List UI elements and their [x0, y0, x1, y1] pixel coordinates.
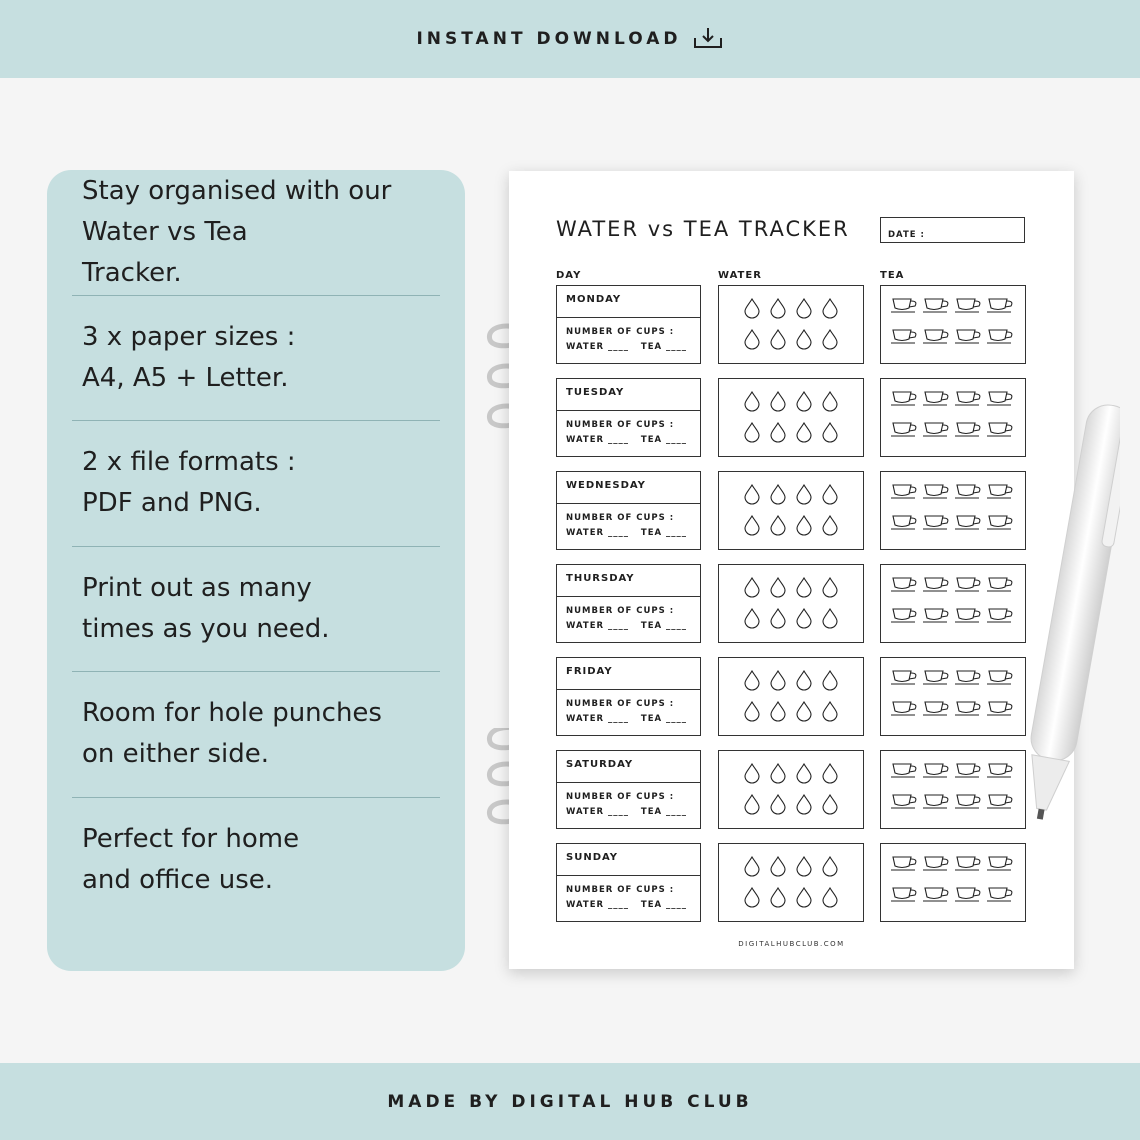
water-drop-icon[interactable]: [771, 795, 785, 814]
water-drop-icon[interactable]: [797, 516, 811, 535]
pen-image: [1005, 390, 1120, 830]
teacup-icon: [987, 857, 1012, 870]
banner-text: INSTANT DOWNLOAD: [416, 29, 682, 49]
teacup-icon: [955, 888, 980, 901]
water-drop-icon[interactable]: [771, 330, 785, 349]
teacup-icon: [891, 671, 916, 684]
column-header-water: WATER: [718, 270, 762, 281]
teacup-icon: [923, 578, 948, 591]
teacup-icon: [987, 888, 1012, 901]
day-name: MONDAY: [557, 286, 700, 318]
water-drop-icon[interactable]: [771, 392, 785, 411]
water-drop-icon[interactable]: [797, 671, 811, 690]
water-drop-icon[interactable]: [771, 485, 785, 504]
water-drop-icon[interactable]: [823, 485, 837, 504]
water-drop-icon[interactable]: [745, 609, 759, 628]
cups-count-line[interactable]: WATER ____ TEA ____: [566, 528, 688, 538]
water-drop-icon[interactable]: [745, 516, 759, 535]
teacup-icon: [955, 330, 980, 343]
teacup-icon: [891, 330, 916, 343]
teacup-icon: [891, 485, 916, 498]
teacup-icon: [891, 516, 916, 529]
water-drop-icon[interactable]: [771, 702, 785, 721]
feature-item: [72, 170, 440, 296]
feature-item: [72, 421, 440, 547]
water-drop-icon[interactable]: [771, 516, 785, 535]
cups-count-line[interactable]: WATER ____ TEA ____: [566, 435, 688, 445]
water-drop-icon[interactable]: [823, 888, 837, 907]
teacup-icon: [923, 857, 948, 870]
water-drop-icon[interactable]: [771, 609, 785, 628]
water-drop-icon[interactable]: [823, 702, 837, 721]
teacup-icon: [923, 392, 948, 405]
teacup-icon: [955, 857, 980, 870]
teacup-icon: [891, 609, 916, 622]
teacup-icon: [955, 764, 980, 777]
water-drop-icon[interactable]: [797, 299, 811, 318]
water-drop-icon[interactable]: [745, 423, 759, 442]
day-name: TUESDAY: [557, 379, 700, 411]
water-drop-icon[interactable]: [745, 671, 759, 690]
teacup-icon: [891, 423, 916, 436]
teacup-icon: [923, 609, 948, 622]
water-drop-icon[interactable]: [823, 516, 837, 535]
features-panel: [47, 170, 465, 971]
teacup-icon: [955, 671, 980, 684]
day-name: THURSDAY: [557, 565, 700, 597]
water-box: [718, 657, 864, 736]
teacup-icon: [987, 330, 1012, 343]
teacup-icon: [923, 299, 948, 312]
teacup-icon: [891, 857, 916, 870]
day-name: SATURDAY: [557, 751, 700, 783]
tea-box: [880, 285, 1026, 364]
cups-label: NUMBER OF CUPS :: [566, 420, 675, 430]
day-name: WEDNESDAY: [557, 472, 700, 504]
tracker-sheet: [509, 171, 1074, 969]
water-drop-icon[interactable]: [745, 392, 759, 411]
teacup-icon: [891, 299, 916, 312]
water-drop-icon[interactable]: [797, 857, 811, 876]
teacup-icon: [923, 702, 948, 715]
water-drop-icon[interactable]: [823, 392, 837, 411]
water-drop-icon[interactable]: [797, 330, 811, 349]
cups-count-line[interactable]: WATER ____ TEA ____: [566, 342, 688, 352]
day-box: [556, 657, 701, 736]
feature-text: Room for hole punches on either side.: [82, 698, 382, 770]
tea-box: [880, 843, 1026, 922]
water-box: [718, 750, 864, 829]
teacup-icon: [891, 764, 916, 777]
water-drop-icon[interactable]: [797, 795, 811, 814]
column-header-day: DAY: [556, 270, 582, 281]
cups-count-line[interactable]: WATER ____ TEA ____: [566, 714, 688, 724]
water-drop-icon[interactable]: [745, 764, 759, 783]
feature-item: [72, 672, 440, 798]
teacup-icon: [955, 516, 980, 529]
water-drop-icon[interactable]: [823, 609, 837, 628]
teacup-icon: [923, 795, 948, 808]
teacup-icon: [923, 888, 948, 901]
water-drop-icon[interactable]: [797, 392, 811, 411]
cups-label: NUMBER OF CUPS :: [566, 885, 675, 895]
footer-text: MADE BY DIGITAL HUB CLUB: [387, 1091, 753, 1112]
day-name: FRIDAY: [557, 658, 700, 690]
water-drop-icon[interactable]: [823, 764, 837, 783]
cups-label: NUMBER OF CUPS :: [566, 792, 675, 802]
water-drop-icon[interactable]: [745, 857, 759, 876]
water-drop-icon[interactable]: [771, 423, 785, 442]
water-drop-icon[interactable]: [823, 671, 837, 690]
day-box: [556, 564, 701, 643]
teacup-icon: [923, 330, 948, 343]
water-drop-icon[interactable]: [771, 764, 785, 783]
bottom-banner: [0, 1063, 1140, 1140]
tracker-title: WATER vs TEA TRACKER: [556, 217, 850, 241]
day-box: [556, 378, 701, 457]
cups-count-line[interactable]: WATER ____ TEA ____: [566, 807, 688, 817]
water-drop-icon[interactable]: [771, 671, 785, 690]
teacup-icon: [923, 671, 948, 684]
water-drop-icon[interactable]: [745, 888, 759, 907]
water-drop-icon[interactable]: [797, 609, 811, 628]
water-drop-icon[interactable]: [745, 485, 759, 504]
feature-text: Print out as many times as you need.: [82, 572, 330, 644]
teacup-icon: [987, 299, 1012, 312]
date-label: DATE :: [888, 230, 925, 240]
column-header-tea: TEA: [880, 270, 905, 281]
water-drop-icon[interactable]: [745, 795, 759, 814]
water-drop-icon[interactable]: [823, 578, 837, 597]
teacup-icon: [955, 795, 980, 808]
teacup-icon: [955, 609, 980, 622]
water-drop-icon[interactable]: [823, 423, 837, 442]
teacup-icon: [923, 516, 948, 529]
water-drop-icon[interactable]: [823, 299, 837, 318]
water-drop-icon[interactable]: [771, 578, 785, 597]
water-box: [718, 378, 864, 457]
cups-label: NUMBER OF CUPS :: [566, 513, 675, 523]
teacup-icon: [891, 578, 916, 591]
water-box: [718, 285, 864, 364]
water-drop-icon[interactable]: [797, 888, 811, 907]
teacup-icon: [955, 299, 980, 312]
cups-label: NUMBER OF CUPS :: [566, 606, 675, 616]
water-box: [718, 843, 864, 922]
date-field[interactable]: [880, 217, 1025, 243]
download-icon: [692, 26, 724, 52]
day-box: [556, 285, 701, 364]
cups-count-line[interactable]: WATER ____ TEA ____: [566, 621, 688, 631]
day-box: [556, 471, 701, 550]
teacup-icon: [891, 702, 916, 715]
teacup-icon: [923, 485, 948, 498]
feature-text: 2 x file formats : PDF and PNG.: [82, 447, 296, 519]
water-drop-icon[interactable]: [771, 299, 785, 318]
cups-label: NUMBER OF CUPS :: [566, 699, 675, 709]
teacup-icon: [923, 764, 948, 777]
teacup-icon: [923, 423, 948, 436]
teacup-icon: [955, 392, 980, 405]
feature-text: 3 x paper sizes : A4, A5 + Letter.: [82, 321, 296, 393]
feature-item: [72, 296, 440, 422]
feature-item: [72, 798, 440, 924]
teacup-icon: [955, 423, 980, 436]
cups-label: NUMBER OF CUPS :: [566, 327, 675, 337]
water-drop-icon[interactable]: [823, 795, 837, 814]
water-drop-icon[interactable]: [745, 299, 759, 318]
top-banner: [0, 0, 1140, 78]
cups-count-line[interactable]: WATER ____ TEA ____: [566, 900, 688, 910]
teacup-icon: [955, 485, 980, 498]
teacup-icon: [955, 702, 980, 715]
water-drop-icon[interactable]: [771, 857, 785, 876]
water-drop-icon[interactable]: [771, 888, 785, 907]
water-drop-icon[interactable]: [823, 330, 837, 349]
teacup-icon: [891, 795, 916, 808]
teacup-icon: [891, 392, 916, 405]
water-drop-icon[interactable]: [745, 330, 759, 349]
water-drop-icon[interactable]: [745, 702, 759, 721]
feature-text: Stay organised with our Water vs Tea Tracker.: [82, 175, 392, 288]
water-drop-icon[interactable]: [797, 764, 811, 783]
water-drop-icon[interactable]: [797, 702, 811, 721]
water-drop-icon[interactable]: [745, 578, 759, 597]
teacup-icon: [955, 578, 980, 591]
water-drop-icon[interactable]: [823, 857, 837, 876]
water-box: [718, 471, 864, 550]
water-drop-icon[interactable]: [797, 423, 811, 442]
day-box: [556, 750, 701, 829]
day-box: [556, 843, 701, 922]
website-credit: DIGITALHUBCLUB.COM: [738, 940, 845, 948]
feature-item: [72, 547, 440, 673]
water-box: [718, 564, 864, 643]
water-drop-icon[interactable]: [797, 485, 811, 504]
day-name: SUNDAY: [557, 844, 700, 876]
water-drop-icon[interactable]: [797, 578, 811, 597]
feature-text: Perfect for home and office use.: [82, 824, 300, 896]
teacup-icon: [891, 888, 916, 901]
